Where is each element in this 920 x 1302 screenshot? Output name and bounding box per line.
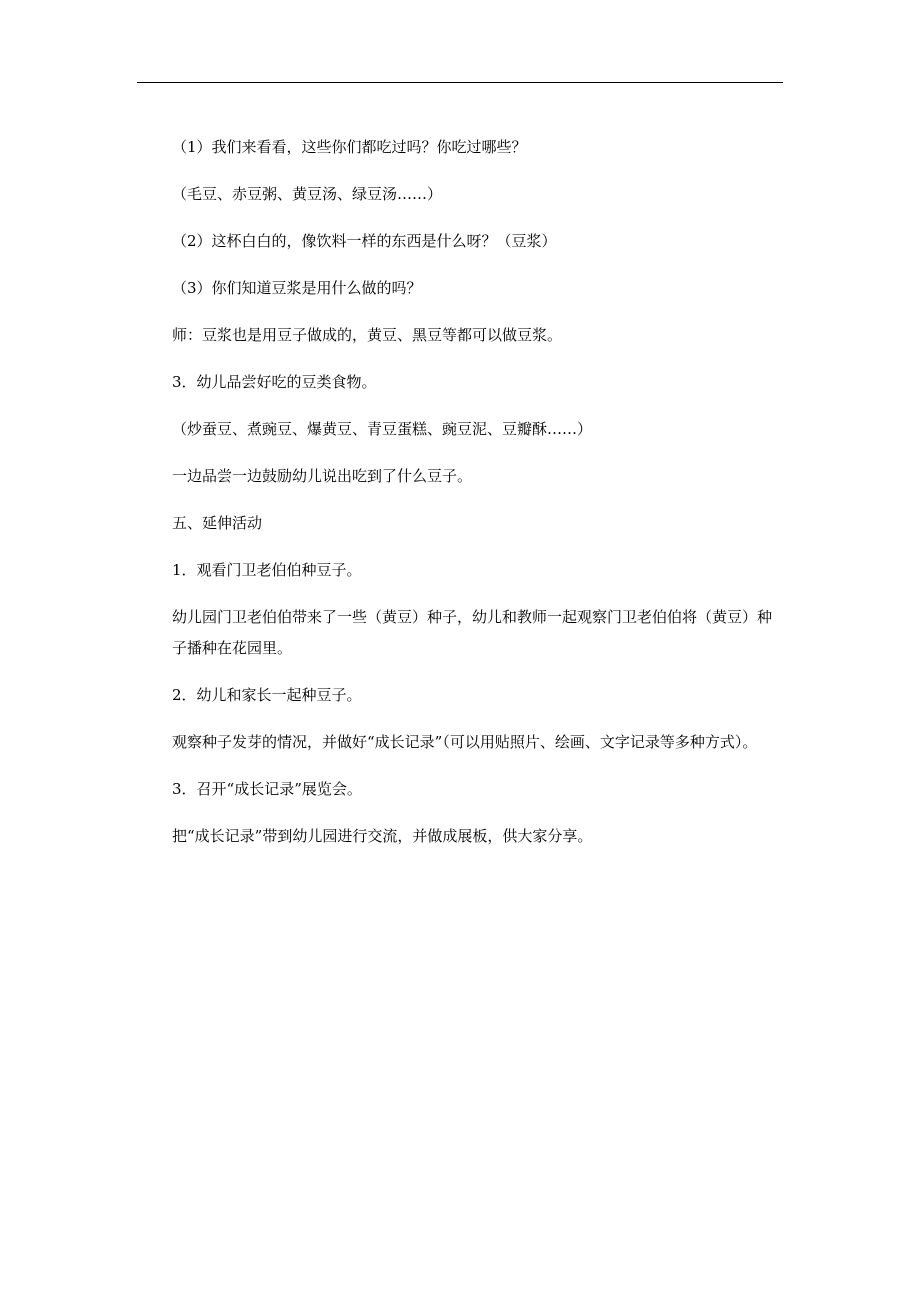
section-item: 1．观看门卫老伯伯种豆子。 — [172, 561, 362, 579]
paragraph: 一边品尝一边鼓励幼儿说出吃到了什么豆子。 — [172, 467, 473, 485]
paragraph: （2）这杯白白的，像饮料一样的东西是什么呀？（豆浆） — [172, 232, 557, 250]
paragraph: （毛豆、赤豆粥、黄豆汤、绿豆汤……） — [172, 185, 443, 203]
paragraph: 师：豆浆也是用豆子做成的，黄豆、黑豆等都可以做豆浆。 — [172, 326, 563, 344]
paragraph: （1）我们来看看，这些你们都吃过吗？你吃过哪些？ — [172, 138, 527, 156]
paragraph: （炒蚕豆、煮豌豆、爆黄豆、青豆蛋糕、豌豆泥、豆瓣酥……） — [172, 420, 593, 438]
paragraph: （3）你们知道豆浆是用什么做的吗？ — [172, 279, 422, 297]
section-item: 3．召开“成长记录”展览会。 — [172, 780, 362, 798]
paragraph: 观察种子发芽的情况，并做好“成长记录”（可以用贴照片、绘画、文字记录等多种方式）。 — [172, 733, 758, 751]
section-item: 2．幼儿和家长一起种豆子。 — [172, 686, 362, 704]
section-heading: 五、延伸活动 — [172, 514, 263, 532]
document-body — [172, 132, 784, 868]
paragraph: 把“成长记录”带到幼儿园进行交流，并做成展板，供大家分享。 — [172, 827, 593, 845]
section-item: 3．幼儿品尝好吃的豆类食物。 — [172, 373, 377, 391]
paragraph: 幼儿园门卫老伯伯带来了一些（黄豆）种子，幼儿和教师一起观察门卫老伯伯将（黄豆）种子播种在花园里。 — [172, 608, 773, 657]
header-rule — [137, 82, 783, 83]
